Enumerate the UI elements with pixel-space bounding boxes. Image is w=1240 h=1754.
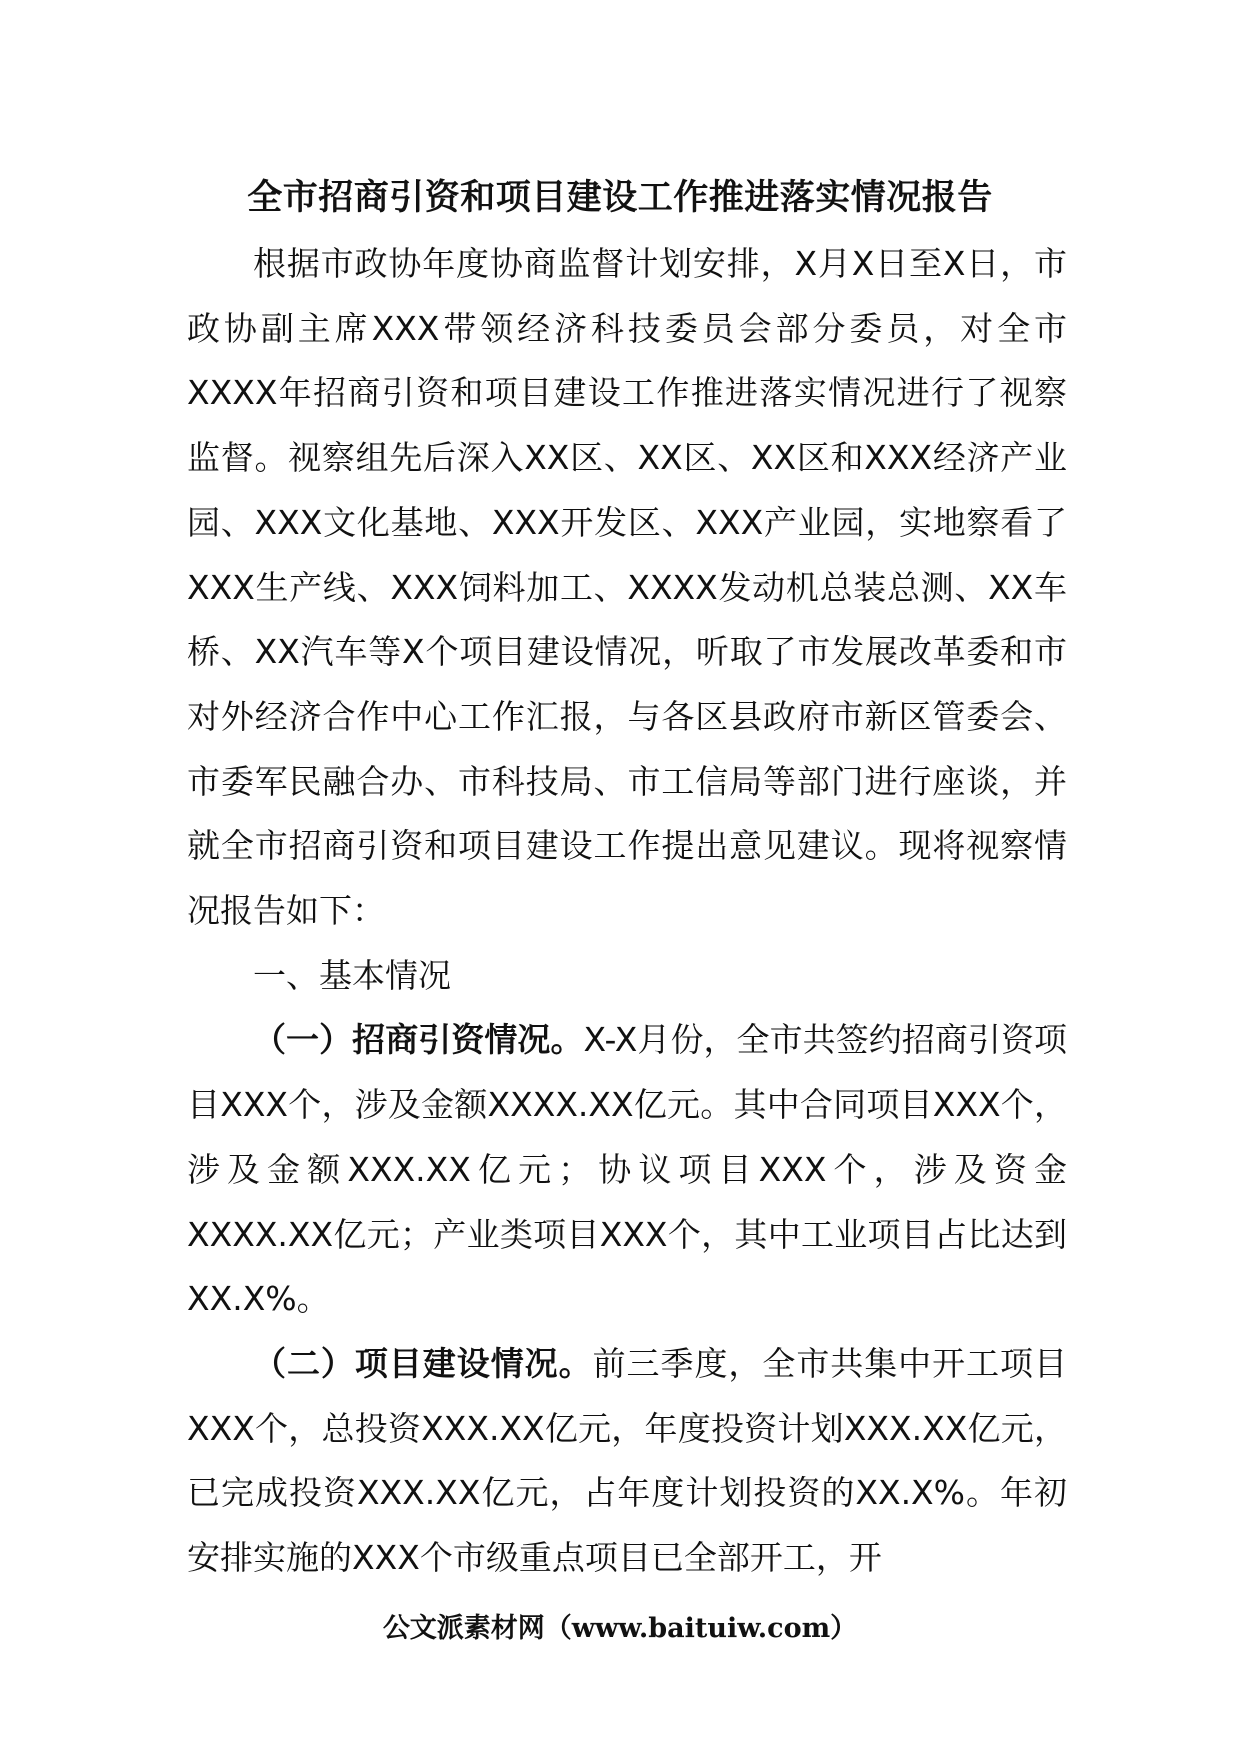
subsection-text: 前三季度，全市共集中开工项目XXX个，总投资XXX.XX亿元，年度投资计划XXX.XX亿元，已完成投资XXX.XX亿元，占年度计划投资的XX.X%。年初安排实施的XXX个市级重点项目已全部开工，开: [187, 1343, 1068, 1578]
subsection-heading: （一）招商引资情况。: [253, 1020, 584, 1060]
document-title: 全市招商引资和项目建设工作推进落实情况报告: [247, 178, 993, 218]
section-heading: 一、基本情况: [253, 955, 451, 995]
footer-watermark: 公文派素材网（www.baituiw.com）: [382, 1613, 858, 1644]
subsection-heading: （二）项目建设情况。: [253, 1343, 593, 1383]
document-body: [187, 232, 1067, 1591]
investment-paragraph: [187, 1008, 1067, 1332]
subsection-text: X-X月份，全市共签约招商引资项目XXX个，涉及金额XXXX.XX亿元。其中合同项目XXX个，涉及金额XXX.XX亿元；协议项目XXX个，涉及资金XXXX.XX亿元；产业类项目XXX个，其中工业项目占比达到XX.X%。: [187, 1020, 1068, 1319]
project-paragraph: [187, 1332, 1067, 1591]
intro-paragraph: 根据市政协年度协商监督计划安排，X月X日至X日，市政协副主席XXX带领经济科技委员会部分委员，对全市XXXX年招商引资和项目建设工作推进落实情况进行了视察监督。视察组先后深入XX区、XX区、XX区和XXX经济产业园、XXX文化基地、XXX开发区、XXX产业园，实地察看了XXX生产线、XXX饲料加工、XXXX发动机总装总测、XX车桥、XX汽车等X个项目建设情况，听取了市发展改革委和市对外经济合作中心工作汇报，与各区县政府市新区管委会、市委军民融合办、市科技局、市工信局等部门进行座谈，并就全市招商引资和项目建设工作提出意见建议。现将视察情况报告如下：: [187, 244, 1067, 931]
